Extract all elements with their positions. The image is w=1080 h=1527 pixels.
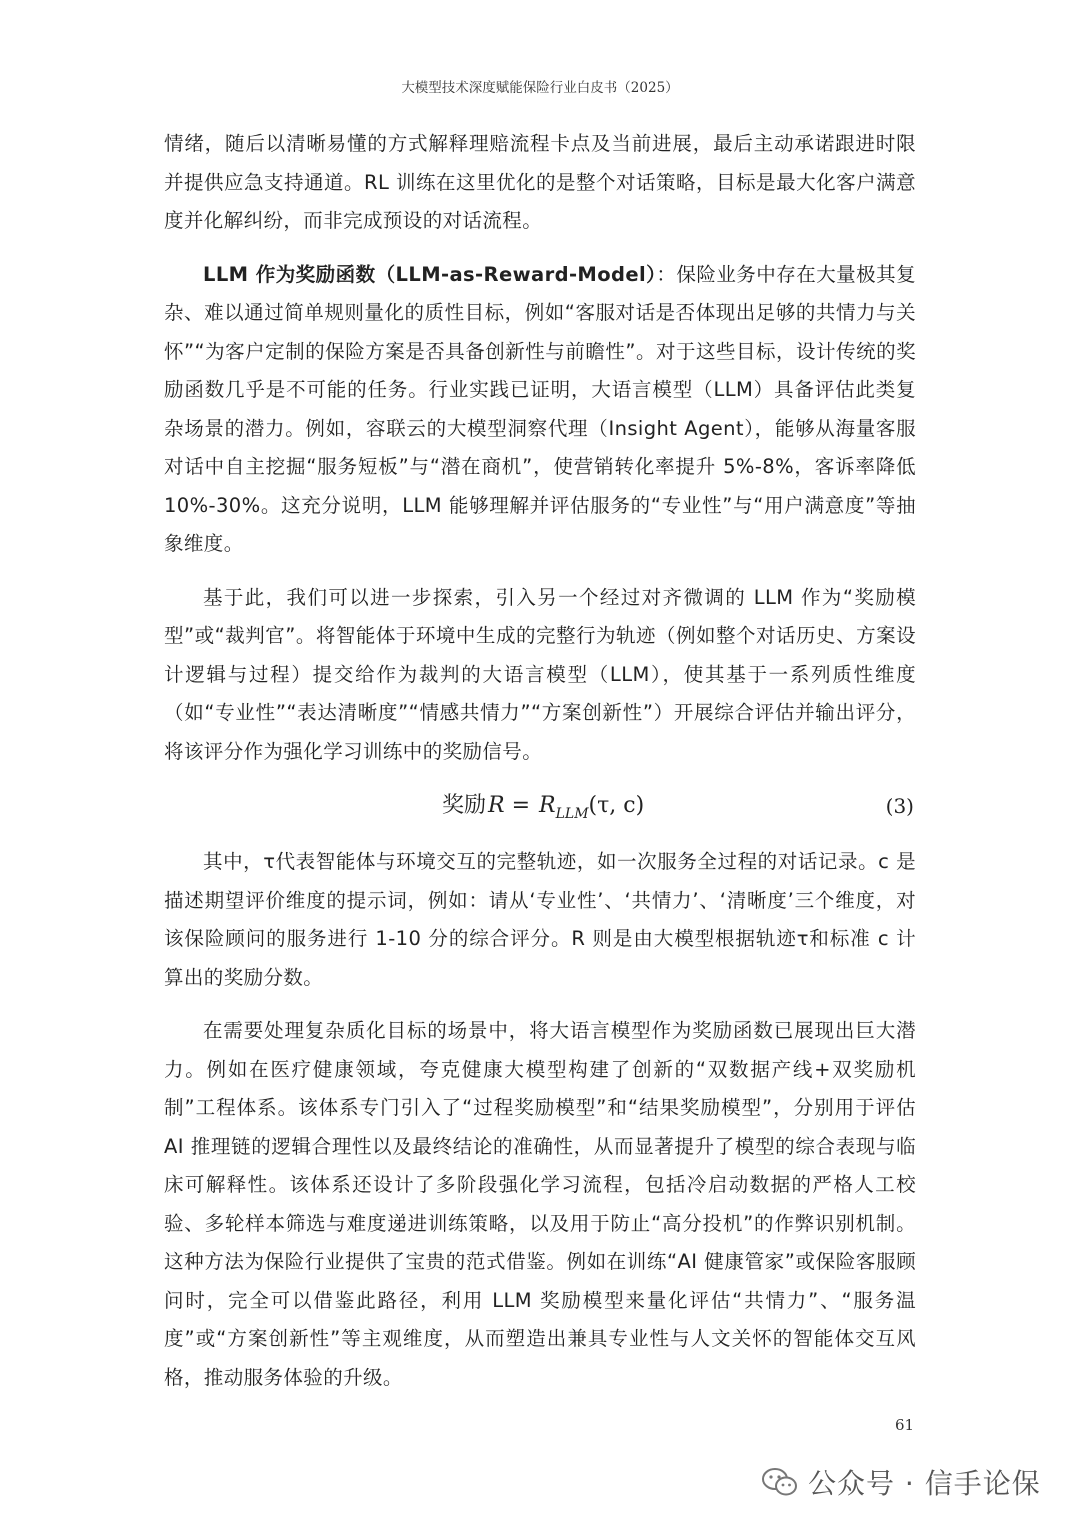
equation-rhs-subscript: LLM	[555, 806, 589, 822]
wechat-icon	[762, 1467, 798, 1497]
document-body	[164, 125, 916, 1412]
paragraph-2	[164, 256, 916, 564]
paragraph-1: 情绪，随后以清晰易懂的方式解释理赔流程卡点及当前进展，最后主动承诺跟进时限并提供应急支持通道。RL 训练在这里优化的是整个对话策略，目标是最大化客户满意度并化解纠纷，而非完成预设的对话流程。	[164, 132, 916, 232]
equation-label: 奖励	[442, 793, 487, 818]
watermark-text: 公众号 · 信手论保	[808, 1467, 1041, 1500]
equation-rhs-symbol: R	[539, 793, 556, 818]
equation-number: (3)	[885, 794, 914, 818]
equation-rhs-args: (τ, c)	[588, 793, 645, 818]
equation-body	[442, 788, 644, 832]
paragraph-5: 在需要处理复杂质化目标的场景中，将大语言模型作为奖励函数已展现出巨大潜力。例如在医疗健康领域，夸克健康大模型构建了创新的“双数据产线+双奖励机制”工程体系。该体系专门引入了“过程奖励模型”和“结果奖励模型”，分别用于评估 AI 推理链的逻辑合理性以及最终结论的准确性，从而显著提升了模型的综合表现与临床可解释性。该体系还设计了多阶段强化学习流程，包括冷启动数据的严格人工校验、多轮样本筛选与难度递进训练策略，以及用于防止“高分投机”的作弊识别机制。这种方法为保险行业提供了宝贵的范式借鉴。例如在训练“AI 健康管家”或保险客服顾问时，完全可以借鉴此路径，利用 LLM 奖励模型来量化评估“共情力”、“服务温度”或“方案创新性”等主观维度，从而塑造出兼具专业性与人文关怀的智能体交互风格，推动服务体验的升级。	[164, 1019, 916, 1389]
page-header: 大模型技术深度赋能保险行业白皮书（2025）	[401, 80, 679, 96]
paragraph-3: 基于此，我们可以进一步探索，引入另一个经过对齐微调的 LLM 作为“奖励模型”或“裁判官”。将智能体于环境中生成的完整行为轨迹（例如整个对话历史、方案设计逻辑与过程）提交给作为裁判的大语言模型（LLM），使其基于一系列质性维度（如“专业性”“表达清晰度”“情感共情力”“方案创新性”）开展综合评估并输出评分，将该评分作为强化学习训练中的奖励信号。	[164, 585, 916, 763]
paragraph-2-body: ：保险业务中存在大量极其复杂、难以通过简单规则量化的质性目标，例如“客服对话是否体现出足够的共情力与关怀”“为客户定制的保险方案是否具备创新性与前瞻性”。对于这些目标，设计传统的奖励函数几乎是不可能的任务。行业实践已证明，大语言模型（LLM）具备评估此类复杂场景的潜力。例如，容联云的大模型洞察代理（Insight Agent），能够从海量客服对话中自主挖掘“服务短板”与“潜在商机”，使营销转化率提升 5%-8%，客诉率降低 10%-30%。这充分说明，LLM 能够理解并评估服务的“专业性”与“用户满意度”等抽象维度。	[164, 262, 917, 555]
page-number: 61	[895, 1416, 915, 1434]
watermark	[762, 1462, 1041, 1502]
paragraph-4: 其中，τ代表智能体与环境交互的完整轨迹，如一次服务全过程的对话记录。c 是描述期望评价维度的提示词，例如：请从‘专业性’、‘共情力’、‘清晰度’三个维度，对该保险顾问的服务进行 1-10 分的综合评分。R 则是由大模型根据轨迹τ和标准 c 计算出的奖励分数。	[164, 850, 916, 989]
equation-equals: =	[504, 793, 538, 818]
paragraph-2-heading: LLM 作为奖励函数（LLM-as-Reward-Model）	[203, 262, 657, 286]
equation-lhs: R	[488, 793, 505, 818]
reward-equation	[164, 786, 916, 826]
